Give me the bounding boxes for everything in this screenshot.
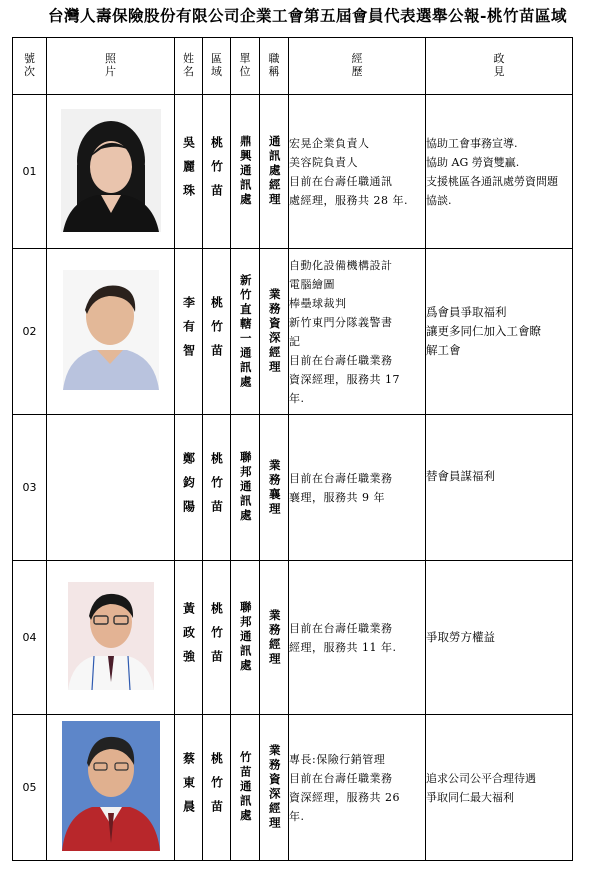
candidate-photo-cell <box>47 415 175 561</box>
candidate-number: 03 <box>13 415 47 561</box>
candidate-name: 鄭鈞陽 <box>175 415 203 561</box>
candidate-experience: 宏晃企業負責人 美容院負責人 目前在台壽任職通訊 處經理，服務共 28 年. <box>289 95 426 249</box>
candidate-unit: 竹苗通訊處 <box>231 715 260 861</box>
header-region: 區 域 <box>203 38 231 95</box>
candidate-number: 01 <box>13 95 47 249</box>
candidate-policy: 替會員謀福利 <box>426 415 573 561</box>
header-policy: 政 見 <box>426 38 573 95</box>
candidate-name: 蔡東晨 <box>175 715 203 861</box>
table-row <box>13 415 573 561</box>
candidate-position: 業務資深經理 <box>260 715 289 861</box>
candidate-photo-cell <box>47 95 175 249</box>
candidate-policy: 爭取勞方權益 <box>426 561 573 715</box>
candidate-region: 桃竹苗 <box>203 561 231 715</box>
candidate-name: 李有智 <box>175 249 203 415</box>
candidate-photo <box>61 109 161 232</box>
candidate-photo-cell <box>47 249 175 415</box>
candidate-photo <box>62 721 160 851</box>
page-title: 台灣人壽保險股份有限公司企業工會第五屆會員代表選舉公報-桃竹苗區域 <box>48 6 567 25</box>
header-experience: 經 歷 <box>289 38 426 95</box>
header-photo: 照 片 <box>47 38 175 95</box>
candidate-photo-cell <box>47 715 175 861</box>
candidate-policy: 爲會員爭取福利 讓更多同仁加入工會瞭 解工會 <box>426 249 573 415</box>
header-position: 職 稱 <box>260 38 289 95</box>
candidate-unit: 聯邦通訊處 <box>231 561 260 715</box>
candidate-region: 桃竹苗 <box>203 415 231 561</box>
table-row <box>13 95 573 249</box>
header-row <box>13 38 573 95</box>
table-row <box>13 249 573 415</box>
table-row <box>13 715 573 861</box>
candidate-experience: 目前在台壽任職業務 襄理，服務共 9 年 <box>289 415 426 561</box>
candidate-number: 04 <box>13 561 47 715</box>
candidate-unit: 鼎興通訊處 <box>231 95 260 249</box>
candidate-table <box>12 37 573 861</box>
candidate-experience: 目前在台壽任職業務 經理，服務共 11 年. <box>289 561 426 715</box>
candidate-number: 02 <box>13 249 47 415</box>
header-number: 號 次 <box>13 38 47 95</box>
candidate-unit: 新竹直轄一通訊處 <box>231 249 260 415</box>
candidate-unit: 聯邦通訊處 <box>231 415 260 561</box>
table-row <box>13 561 573 715</box>
candidate-number: 05 <box>13 715 47 861</box>
candidate-region: 桃竹苗 <box>203 715 231 861</box>
header-name: 姓 名 <box>175 38 203 95</box>
candidate-experience: 專長:保險行銷管理 目前在台壽任職業務 資深經理，服務共 26 年. <box>289 715 426 861</box>
candidate-position: 通訊處經理 <box>260 95 289 249</box>
candidate-region: 桃竹苗 <box>203 95 231 249</box>
candidate-photo <box>68 582 154 690</box>
candidate-experience: 自動化設備機構設計 電腦繪圖 棒壘球裁判 新竹東門分隊義警書 記 目前在台壽任職業務 資深經理，服務共 17 年. <box>289 249 426 415</box>
header-unit: 單 位 <box>231 38 260 95</box>
candidate-photo-cell <box>47 561 175 715</box>
candidate-policy: 追求公司公平合理待遇 爭取同仁最大福利 <box>426 715 573 861</box>
candidate-position: 業務資深經理 <box>260 249 289 415</box>
candidate-photo <box>63 270 159 390</box>
candidate-name: 黃政強 <box>175 561 203 715</box>
candidate-policy: 協助工會事務宣導. 協助 AG 勞資雙贏. 支援桃區各通訊處勞資問題 協談. <box>426 95 573 249</box>
candidate-name: 吳麗珠 <box>175 95 203 249</box>
candidate-region: 桃竹苗 <box>203 249 231 415</box>
candidate-position: 業務襄理 <box>260 415 289 561</box>
candidate-position: 業務經理 <box>260 561 289 715</box>
